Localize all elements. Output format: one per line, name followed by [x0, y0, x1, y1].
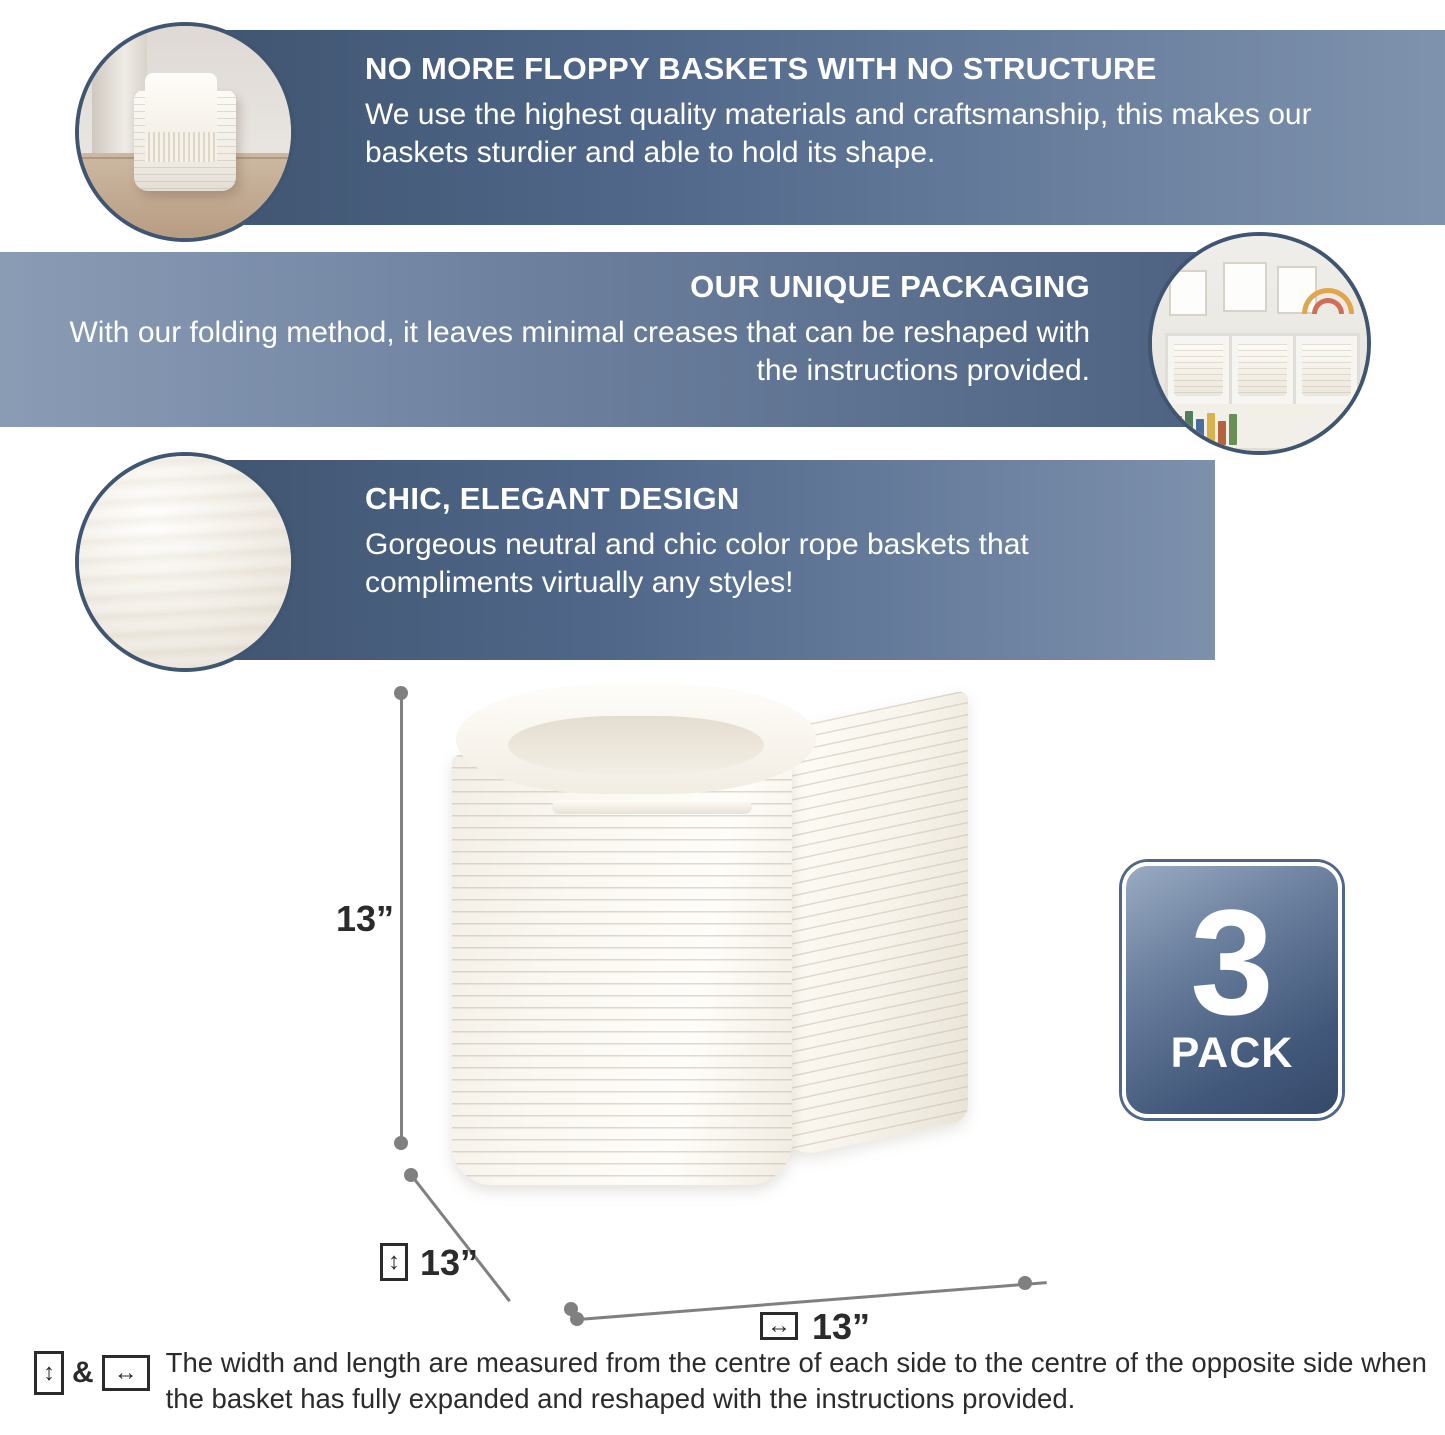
photo-wall-art-1	[1169, 270, 1207, 316]
product-image-basket	[412, 680, 972, 1210]
basket-interior	[508, 716, 764, 774]
pack-count-number: 3	[1190, 878, 1274, 1046]
pack-count-badge	[1122, 862, 1342, 1118]
photo-basket	[1238, 344, 1287, 396]
photo-lower-shelf	[1165, 404, 1354, 451]
photo-book	[1185, 411, 1193, 445]
dimension-dot-width-right	[1018, 1276, 1032, 1290]
photo-shelf-cell	[1296, 336, 1357, 405]
photo-book	[1218, 421, 1226, 445]
up-down-arrow-glyph: ↕	[388, 1248, 400, 1275]
feature-photo-design	[75, 452, 295, 672]
photo-throw-blanket	[145, 73, 217, 137]
up-down-arrow-glyph: ↕	[43, 1359, 55, 1386]
basket-side-panel	[778, 690, 968, 1160]
dimension-dot-height-bottom	[394, 1136, 408, 1150]
dimension-label-depth: 13”	[420, 1242, 479, 1283]
measurement-note-text: The width and length are measured from the centre of each side to the centre of the opposite side when the basket has fully expanded and reshaped with the instructions provided.	[165, 1347, 1427, 1415]
left-right-arrow-icon	[102, 1355, 150, 1391]
basket-handle	[552, 800, 752, 814]
photo-book	[1229, 414, 1237, 445]
dimension-label-height: 13”	[336, 898, 395, 939]
pack-count-word: PACK	[1170, 1029, 1294, 1077]
photo-wall-art-2	[1223, 262, 1267, 312]
photo-basket	[1302, 344, 1351, 396]
feature-banner-design	[205, 460, 1215, 660]
feature-title-packaging: OUR UNIQUE PACKAGING	[690, 269, 1090, 304]
photo-shelf-cell	[1168, 336, 1232, 405]
feature-title-design: CHIC, ELEGANT DESIGN	[365, 481, 740, 516]
feature-title-structure: NO MORE FLOPPY BASKETS WITH NO STRUCTURE	[365, 51, 1157, 86]
left-right-arrow-icon	[760, 1312, 798, 1340]
photo-shelf-unit	[1165, 333, 1360, 408]
feature-banner-structure	[205, 30, 1445, 225]
dimension-line-height	[400, 694, 403, 1150]
feature-photo-packaging	[1148, 232, 1371, 455]
left-right-arrow-glyph: ↔	[113, 1359, 138, 1386]
feature-body-structure: We use the highest quality materials and craftsmanship, this makes our baskets sturdier and able to hold its shape.	[365, 98, 1312, 170]
measurement-note	[0, 1345, 1445, 1435]
photo-throw-fringe	[145, 132, 217, 162]
photo-book	[1196, 419, 1204, 445]
photo-book	[1174, 416, 1182, 445]
dimension-label-width: 13”	[812, 1306, 871, 1347]
basket-front-panel	[452, 755, 792, 1185]
feature-banner-packaging	[0, 252, 1280, 427]
left-right-arrow-glyph: ↔	[767, 1312, 791, 1339]
ampersand-separator: &	[72, 1356, 94, 1389]
photo-shading-overlay	[79, 456, 291, 668]
feature-body-packaging: With our folding method, it leaves minimal creases that can be reshaped with the instructions provided.	[69, 316, 1090, 388]
up-down-arrow-icon	[380, 1243, 408, 1281]
photo-basket	[1174, 344, 1223, 396]
up-down-arrow-icon	[34, 1351, 64, 1395]
feature-body-design: Gorgeous neutral and chic color rope baskets that compliments virtually any styles!	[365, 528, 1029, 600]
feature-photo-structure	[75, 22, 295, 242]
photo-shelf-cell	[1232, 336, 1296, 405]
measurement-note-icons	[34, 1351, 150, 1395]
photo-book	[1207, 413, 1215, 445]
